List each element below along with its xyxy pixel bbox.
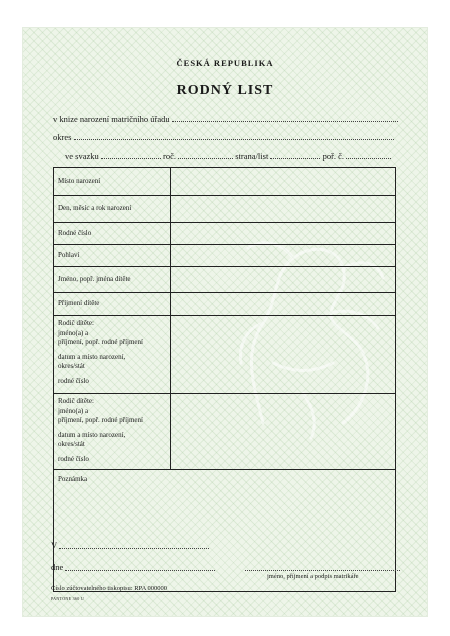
row-label-sex: Pohlaví (54, 245, 171, 266)
registry-book-field[interactable] (172, 114, 398, 122)
document-title: RODNÝ LIST (176, 83, 274, 98)
place-label: V (51, 540, 58, 550)
parent-2-district: okres/stát (58, 440, 85, 448)
table-row (54, 196, 395, 223)
district-field[interactable] (74, 132, 394, 140)
birth-certificate-page (23, 28, 427, 616)
year-label: roč. (163, 151, 176, 161)
table-row (54, 245, 395, 267)
note-label: Poznámka (58, 475, 88, 483)
table-row (54, 168, 395, 196)
parent-2-value[interactable] (171, 394, 395, 469)
parent-1-id: rodné číslo (58, 376, 89, 385)
table-row (54, 223, 395, 245)
place-field[interactable] (59, 547, 209, 549)
volume-label: ve svazku (65, 151, 99, 161)
parent-1-title: Rodič dítěte: (58, 319, 94, 327)
table-row (54, 267, 395, 293)
registry-book-label: v knize narození matričního úřadu (53, 114, 170, 124)
child-names-value[interactable] (171, 267, 395, 292)
number-label: poř. č. (322, 151, 345, 161)
row-label-child-surname: Příjmení dítěte (54, 293, 171, 315)
print-code: PANTONE 360 U (51, 596, 85, 601)
district-line (53, 132, 398, 142)
date-field[interactable] (65, 569, 215, 571)
birth-details-table (53, 167, 396, 592)
sex-value[interactable] (171, 245, 395, 266)
table-row (54, 293, 395, 316)
parent-2-id: rodné číslo (58, 454, 89, 463)
parent-2-surname: příjmení, popř. rodné příjmení (58, 416, 143, 424)
table-row-parent-2 (54, 394, 395, 470)
registry-book-line (53, 114, 398, 124)
row-label-birth-number: Rodné číslo (54, 223, 171, 244)
parent-1-surname: příjmení, popř. rodné příjmení (58, 338, 143, 346)
page-field[interactable] (270, 151, 320, 159)
signature-caption: jméno, příjmení a podpis matrikáře (267, 573, 359, 580)
place-of-birth-value[interactable] (171, 168, 395, 195)
row-label-place-of-birth: Místo narození (54, 168, 171, 195)
year-field[interactable] (178, 151, 233, 159)
parent-2-label (54, 394, 171, 469)
parent-1-district: okres/stát (58, 362, 85, 370)
date-of-birth-value[interactable] (171, 196, 395, 222)
district-label: okres (53, 132, 72, 142)
page-label: strana/list (235, 151, 269, 161)
table-row-parent-1 (54, 316, 395, 394)
parent-1-birth: datum a místo narození, (58, 352, 126, 361)
number-field[interactable] (346, 151, 391, 159)
volume-line (65, 151, 400, 161)
birth-number-value[interactable] (171, 223, 395, 244)
signature-field[interactable] (245, 569, 400, 571)
row-label-date-of-birth: Den, měsíc a rok narození (54, 196, 171, 222)
volume-field[interactable] (101, 151, 161, 159)
date-label: dne (51, 562, 64, 572)
parent-1-value[interactable] (171, 316, 395, 393)
parent-1-names: jméno(a) a (58, 328, 89, 337)
child-surname-value[interactable] (171, 293, 395, 315)
parent-2-names: jméno(a) a (58, 406, 89, 415)
parent-2-title: Rodič dítěte: (58, 397, 94, 405)
row-label-child-names: Jméno, popř. jména dítěte (54, 267, 171, 292)
parent-2-birth: datum a místo narození, (58, 430, 126, 439)
parent-1-label (54, 316, 171, 393)
form-number: Číslo zúčtovatelného tiskopisu: RPA 000000 (51, 585, 168, 592)
country-heading: ČESKÁ REPUBLIKA (176, 58, 274, 68)
